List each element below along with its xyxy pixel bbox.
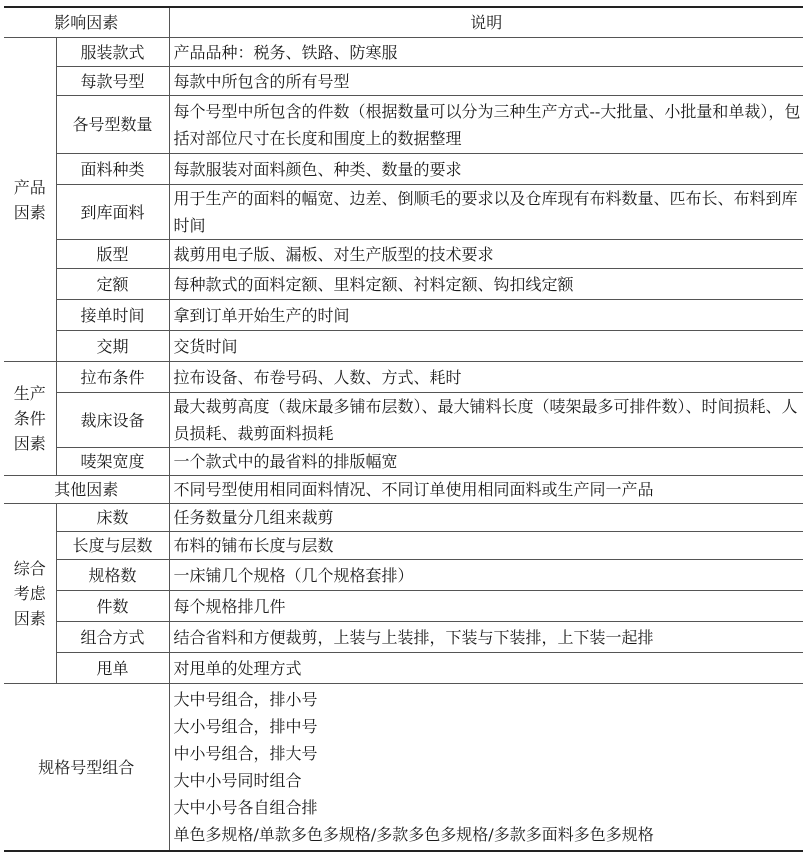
description-cell: 每种款式的面料定额、里料定额、衬料定额、钩扣线定额 xyxy=(169,269,803,300)
factor-table xyxy=(4,6,803,852)
factor-cell: 服装款式 xyxy=(56,38,169,67)
table-row xyxy=(4,653,803,684)
description-cell: 每款服装对面料颜色、种类、数量的要求 xyxy=(169,154,803,185)
list-item: 中小号组合，排大号 xyxy=(173,744,318,763)
factor-size-combo: 规格号型组合 xyxy=(4,684,169,852)
table-row xyxy=(4,185,803,240)
factor-cell: 每款号型 xyxy=(56,67,169,96)
category-product: 产品 因素 xyxy=(4,38,56,362)
factor-cell: 唛架宽度 xyxy=(56,448,169,476)
description-cell: 每个规格排几件 xyxy=(169,591,803,622)
table-row xyxy=(4,393,803,448)
table-row xyxy=(4,269,803,300)
description-cell: 任务数量分几组来裁剪 xyxy=(169,504,803,532)
factor-cell: 裁床设备 xyxy=(56,393,169,448)
description-cell: 结合省料和方便裁剪，上装与上装排，下装与下装排，上下装一起排 xyxy=(169,622,803,653)
category-production: 生产 条件 因素 xyxy=(4,362,56,476)
factor-cell: 甩单 xyxy=(56,653,169,684)
table-row xyxy=(4,240,803,269)
factor-cell: 件数 xyxy=(56,591,169,622)
factor-cell: 交期 xyxy=(56,331,169,362)
factor-cell: 组合方式 xyxy=(56,622,169,653)
list-item: 大小号组合，排中号 xyxy=(173,717,318,736)
description-cell: 拉布设备、布卷号码、人数、方式、耗时 xyxy=(169,362,803,393)
description-cell: 对甩单的处理方式 xyxy=(169,653,803,684)
table-row xyxy=(4,684,803,852)
table-row xyxy=(4,532,803,560)
table-row xyxy=(4,300,803,331)
factor-other: 其他因素 xyxy=(4,476,169,504)
header-row xyxy=(4,7,803,38)
list-item: 单色多规格/单款多色多规格/多款多色多规格/多款多面料多色多规格 xyxy=(173,825,654,844)
description-cell: 拿到订单开始生产的时间 xyxy=(169,300,803,331)
description-cell: 一个款式中的最省料的排版幅宽 xyxy=(169,448,803,476)
factor-cell: 长度与层数 xyxy=(56,532,169,560)
table-row xyxy=(4,622,803,653)
header-factor: 影响因素 xyxy=(4,7,169,38)
table-row xyxy=(4,560,803,591)
factor-cell: 拉布条件 xyxy=(56,362,169,393)
table-row xyxy=(4,67,803,96)
factor-cell: 床数 xyxy=(56,504,169,532)
table-row xyxy=(4,331,803,362)
table-row xyxy=(4,96,803,154)
factor-cell: 到库面料 xyxy=(56,185,169,240)
header-description: 说明 xyxy=(169,7,803,38)
description-cell: 交货时间 xyxy=(169,331,803,362)
description-cell: 布料的铺布长度与层数 xyxy=(169,532,803,560)
description-cell: 用于生产的面料的幅宽、边差、倒顺毛的要求以及仓库现有布料数量、匹布长、布料到库时间 xyxy=(169,185,803,240)
factor-cell: 各号型数量 xyxy=(56,96,169,154)
factor-cell: 定额 xyxy=(56,269,169,300)
description-cell: 不同号型使用相同面料情况、不同订单使用相同面料或生产同一产品 xyxy=(169,476,803,504)
list-item: 大中小号各自组合排 xyxy=(173,798,318,817)
table-row xyxy=(4,154,803,185)
table-row xyxy=(4,362,803,393)
factor-cell: 面料种类 xyxy=(56,154,169,185)
category-combined: 综合 考虑 因素 xyxy=(4,504,56,684)
factor-cell: 版型 xyxy=(56,240,169,269)
table-row xyxy=(4,504,803,532)
description-cell: 产品品种：税务、铁路、防寒服 xyxy=(169,38,803,67)
description-cell: 每款中所包含的所有号型 xyxy=(169,67,803,96)
description-cell: 每个号型中所包含的件数（根据数量可以分为三种生产方式--大批量、小批量和单裁），包括对部位尺寸在长度和围度上的数据整理 xyxy=(169,96,803,154)
factor-cell: 规格数 xyxy=(56,560,169,591)
table-row xyxy=(4,591,803,622)
factor-cell: 接单时间 xyxy=(56,300,169,331)
description-cell: 裁剪用电子版、漏板、对生产版型的技术要求 xyxy=(169,240,803,269)
description-cell: 最大裁剪高度（裁床最多铺布层数）、最大铺料长度（唛架最多可排件数）、时间损耗、人员损耗、裁剪面料损耗 xyxy=(169,393,803,448)
size-combo-list xyxy=(169,684,803,852)
list-item: 大中号组合，排小号 xyxy=(173,690,318,709)
list-item: 大中小号同时组合 xyxy=(173,771,302,790)
description-cell: 一床铺几个规格（几个规格套排） xyxy=(169,560,803,591)
table-row xyxy=(4,476,803,504)
table-row xyxy=(4,38,803,67)
table-row xyxy=(4,448,803,476)
